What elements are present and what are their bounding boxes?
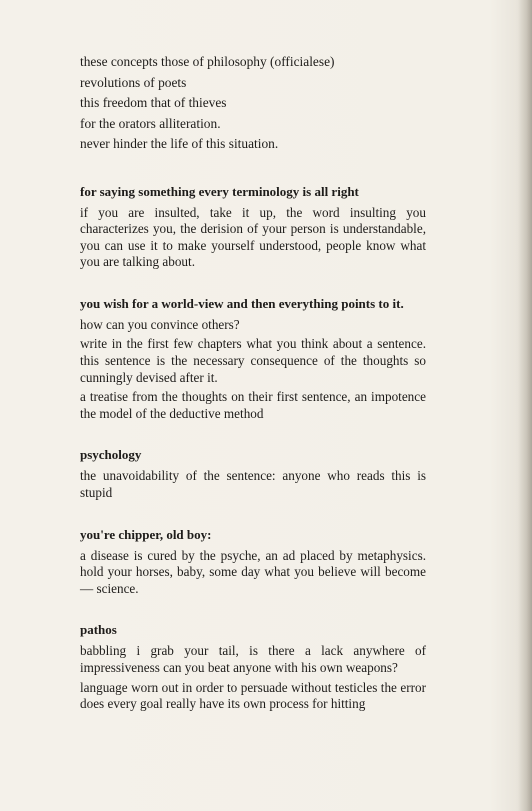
page-content	[80, 52, 426, 716]
poem-line: this freedom that of thieves	[80, 95, 227, 110]
section-paragraph: a treatise from the thoughts on their first sentence, an impotence the model of the deductive method	[80, 389, 426, 421]
poem-line: these concepts those of philosophy (officialese)	[80, 54, 335, 69]
poem-line: revolutions of poets	[80, 74, 187, 90]
section-paragraph: language worn out in order to persuade without testicles the error does every goal really have its own process for hitting	[80, 679, 426, 712]
section-paragraph: a disease is cured by the psyche, an ad placed by metaphysics. hold your horses, baby, some day what you believe will become — science.	[80, 547, 426, 596]
section-paragraph: how can you convince others?	[80, 316, 240, 332]
section-chipper	[80, 526, 426, 598]
section-paragraph: babbling i grab your tail, is there a lack anywhere of impressiveness can you beat anyone with his own weapons?	[80, 643, 426, 675]
poem-line: for the orators alliteration.	[80, 115, 221, 131]
section-heading: for saying something every terminology is all right	[80, 183, 359, 199]
section-heading: you wish for a world-view and then everything points to it.	[80, 295, 404, 311]
poem-line: never hinder the life of this situation.	[80, 136, 279, 151]
section-paragraph: the unavoidability of the sentence: anyone who reads this is stupid	[80, 468, 426, 501]
opening-poem	[80, 52, 426, 155]
section-paragraph: if you are insulted, take it up, the word insulting you characterizes you, the derision of your person is understandable, you can use it to make yourself understood, people know what you are talking about.	[80, 204, 426, 270]
section-heading: pathos	[80, 622, 117, 638]
section-heading: psychology	[80, 447, 142, 463]
section-world-view	[80, 295, 426, 423]
section-terminology	[80, 183, 426, 271]
section-paragraph: write in the first few chapters what you think about a sentence. this sentence is the necessary consequence of the thoughts so cunningly devised after it.	[80, 336, 426, 385]
page-edge-shadow	[518, 0, 532, 811]
section-heading: you're chipper, old boy:	[80, 526, 212, 542]
section-psychology	[80, 446, 426, 501]
section-pathos	[80, 621, 426, 712]
